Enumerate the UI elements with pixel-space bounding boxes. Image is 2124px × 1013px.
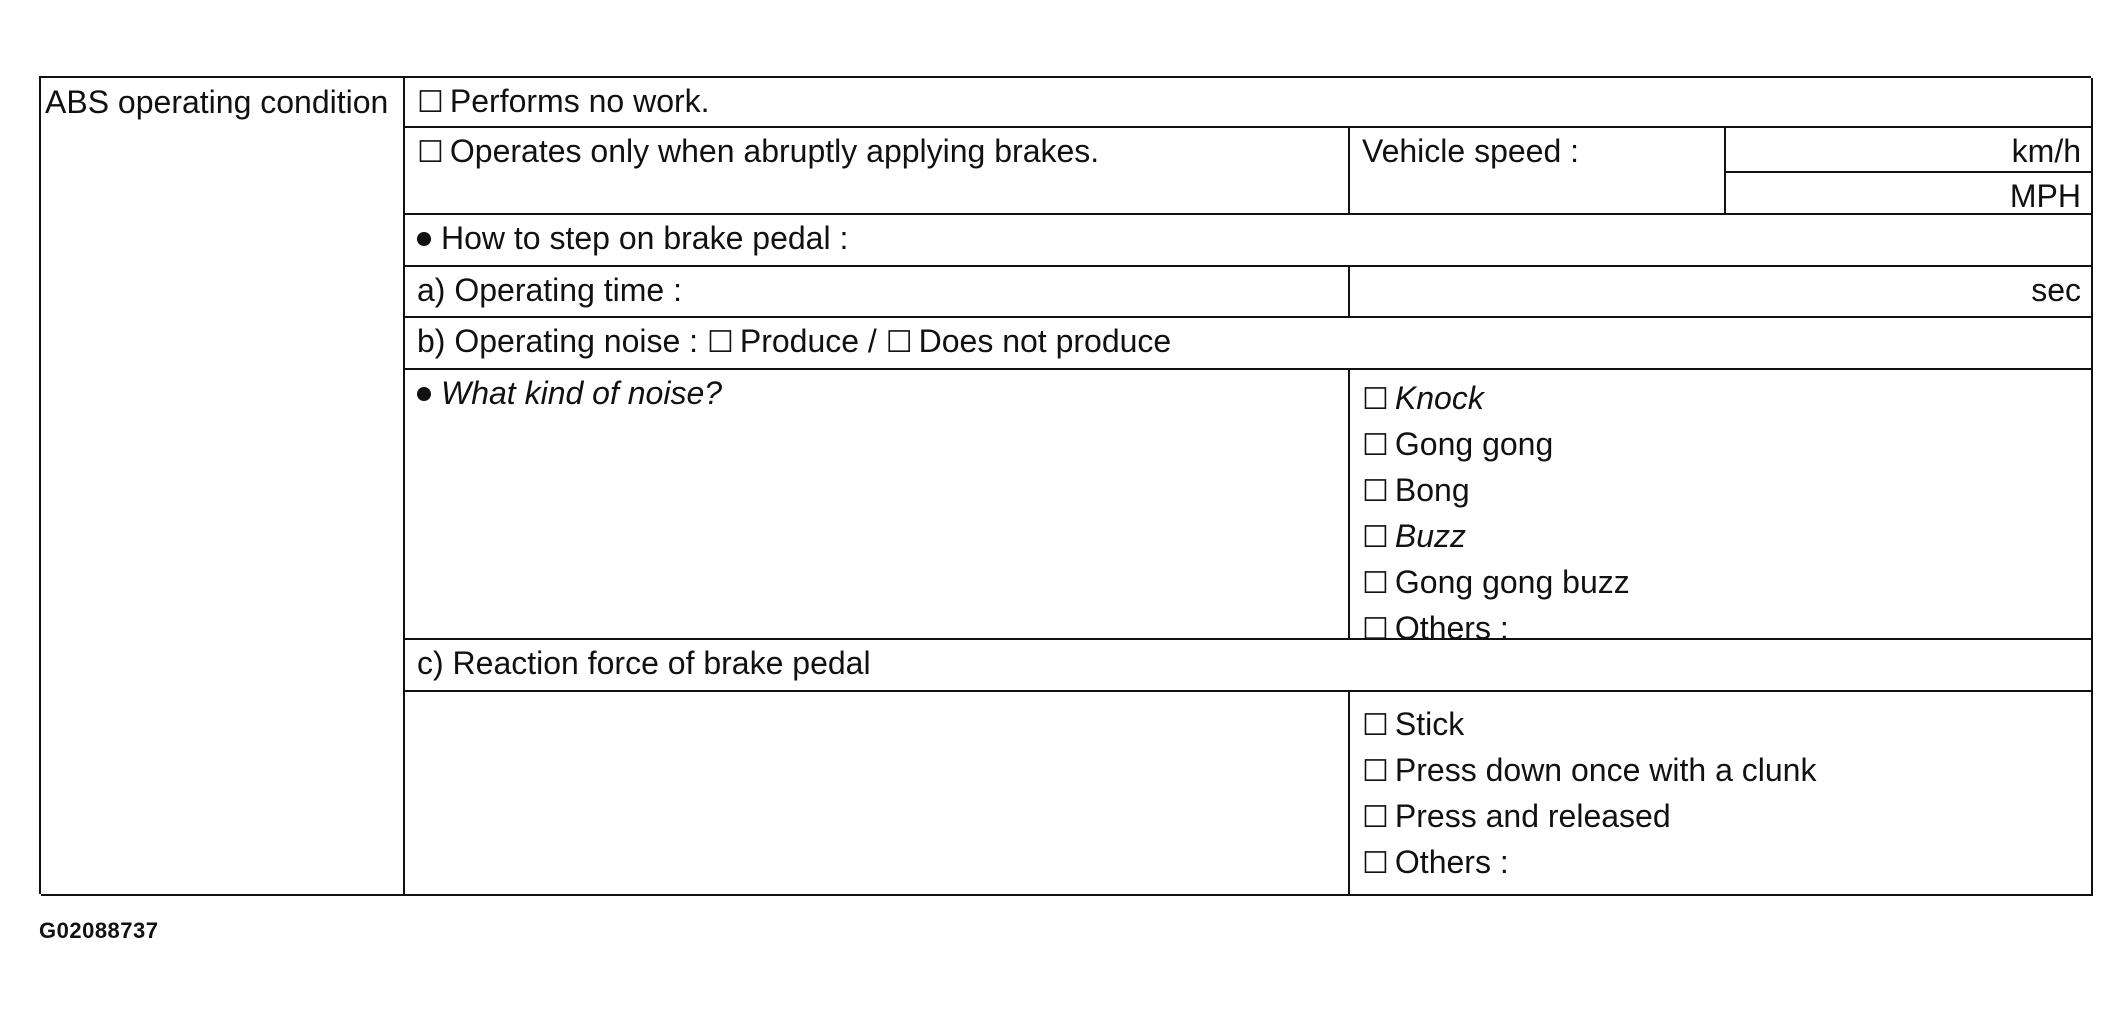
unit-mph: MPH [2009, 178, 2081, 214]
step-heading [405, 215, 2093, 267]
noise-question-text: What kind of noise? [441, 375, 723, 411]
bullet-icon [417, 387, 431, 401]
speed-mph-field[interactable] [1726, 173, 2093, 215]
checkbox-icon[interactable]: ☐ [1362, 613, 1389, 640]
checkbox-icon[interactable]: ☐ [1362, 383, 1389, 416]
unit-sec: sec [2031, 272, 2081, 308]
reaction-heading-text: c) Reaction force of brake pedal [417, 645, 871, 681]
noise-option[interactable]: ☐ Buzz [1362, 518, 1467, 554]
operating-time-label: a) Operating time : [417, 272, 682, 308]
checkbox-icon[interactable]: ☐ [1362, 755, 1389, 788]
noise-option[interactable]: ☐ Bong [1362, 472, 1470, 508]
reaction-blank-cell [405, 692, 1350, 896]
checkbox-icon[interactable]: ☐ [417, 136, 444, 169]
row-header [41, 78, 405, 896]
produce-label: Produce / [739, 323, 877, 359]
step-heading-text: How to step on brake pedal : [441, 220, 849, 256]
operating-time-field[interactable] [1350, 267, 2093, 318]
noise-option[interactable]: ☐ Knock [1362, 380, 1484, 416]
noise-option[interactable]: ☐ Gong gong buzz [1362, 564, 1630, 600]
option-abrupt[interactable] [405, 128, 1350, 215]
figure-code: G02088737 [39, 918, 159, 943]
row-header-text: ABS operating condition [45, 84, 389, 120]
reaction-option[interactable]: ☐ Press and released [1362, 798, 1671, 834]
operating-noise-row [405, 318, 2093, 370]
option-no-work[interactable] [405, 78, 2093, 128]
option-no-work-label: Performs no work. [449, 83, 710, 119]
checkbox-icon[interactable]: ☐ [1362, 847, 1389, 880]
noise-option[interactable]: ☐ Others : [1362, 606, 2079, 640]
reaction-option[interactable]: ☐ Others : [1362, 844, 1509, 880]
not-produce-label: Does not produce [918, 323, 1172, 359]
checkbox-icon[interactable]: ☐ [1362, 521, 1389, 554]
checkbox-icon[interactable]: ☐ [1362, 567, 1389, 600]
reaction-options [1350, 692, 2093, 896]
noise-question-cell [405, 370, 1350, 640]
reaction-option[interactable]: ☐ Press down once with a clunk [1362, 752, 1817, 788]
abs-condition-table [39, 76, 2091, 894]
option-abrupt-label: Operates only when abruptly applying brakes. [449, 133, 1100, 169]
checkbox-icon[interactable]: ☐ [1362, 429, 1389, 462]
checkbox-icon[interactable]: ☐ [1362, 475, 1389, 508]
reaction-option[interactable]: ☐ Stick [1362, 706, 1465, 742]
noise-option[interactable]: ☐ Gong gong [1362, 426, 1554, 462]
checkbox-icon[interactable]: ☐ [1362, 801, 1389, 834]
reaction-heading [405, 640, 2093, 692]
operating-time-label-cell [405, 267, 1350, 318]
vehicle-speed-label: Vehicle speed : [1362, 133, 1580, 169]
unit-kmh: km/h [2011, 133, 2081, 169]
operating-noise-label: b) Operating noise : [417, 323, 699, 359]
bullet-icon [417, 232, 431, 246]
speed-kmh-field[interactable] [1726, 128, 2093, 173]
checkbox-icon[interactable]: ☐ [885, 326, 913, 359]
vehicle-speed-label-cell [1350, 128, 1726, 215]
checkbox-icon[interactable]: ☐ [706, 326, 734, 359]
checkbox-icon[interactable]: ☐ [417, 86, 444, 119]
noise-kind-options [1350, 370, 2093, 640]
checkbox-icon[interactable]: ☐ [1362, 709, 1389, 742]
